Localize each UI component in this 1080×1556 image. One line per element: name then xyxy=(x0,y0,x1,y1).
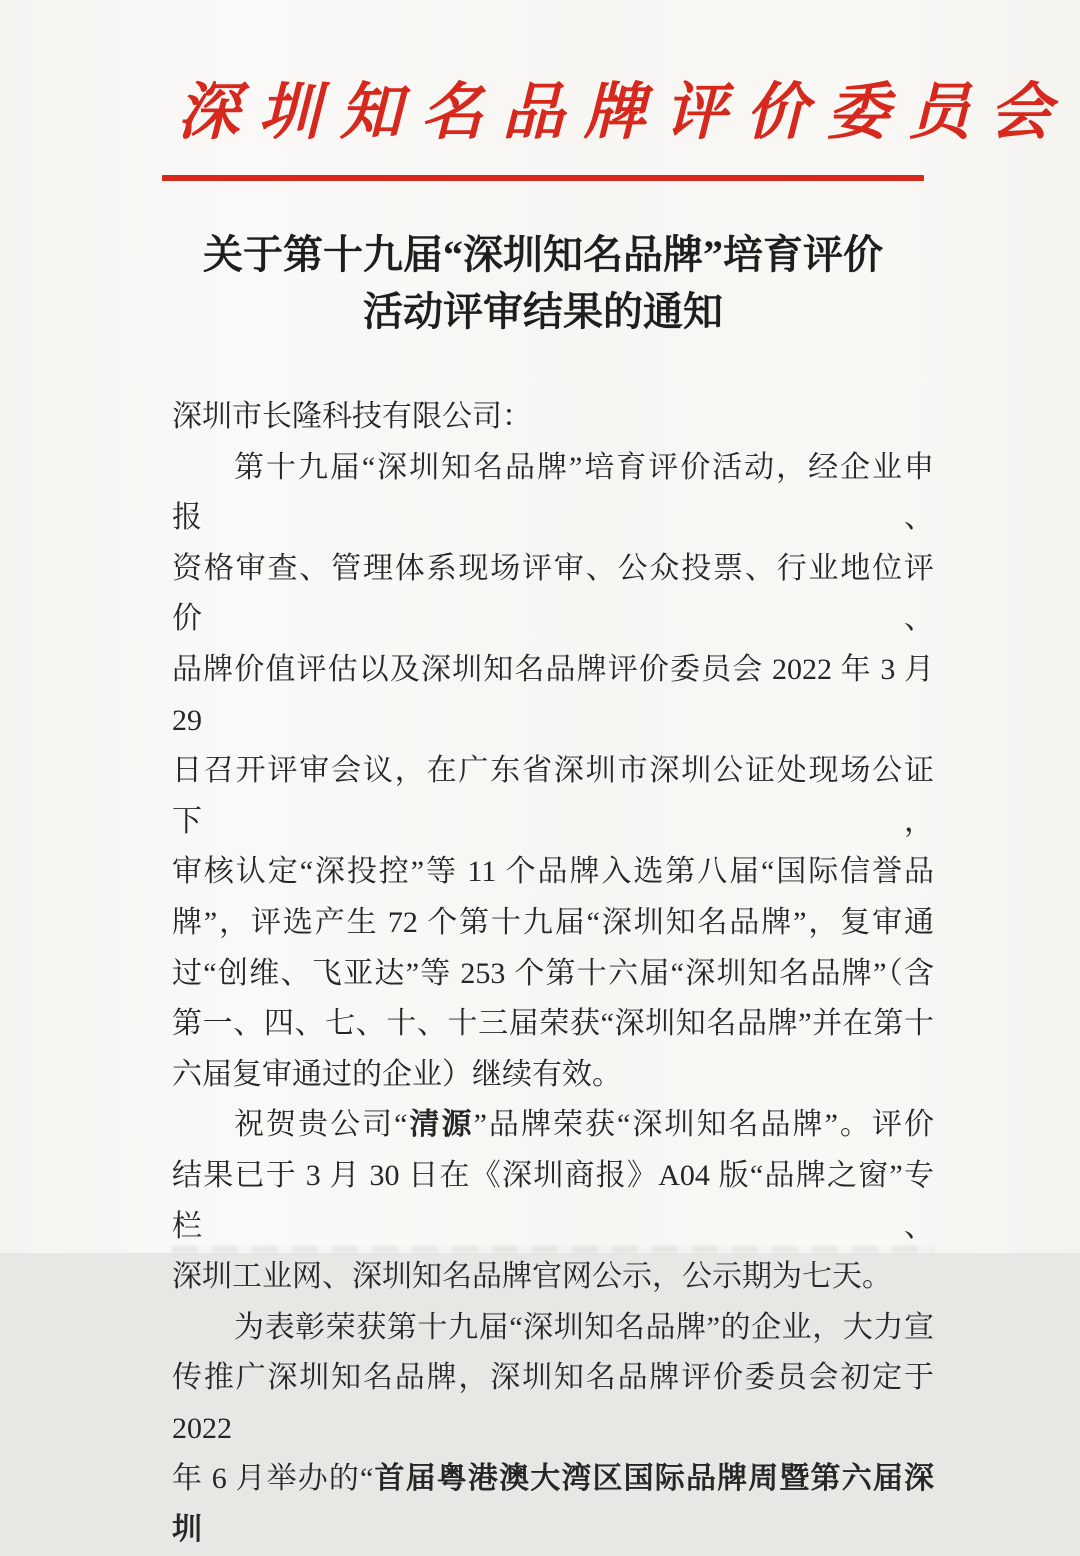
letter-body xyxy=(172,392,934,1556)
body-text-segment: 牌”，评选产生 72 个第十九届“深圳知名品牌”，复审通 xyxy=(172,905,934,939)
document-title-line-1: 关于第十九届“深圳知名品牌”培育评价 xyxy=(203,232,883,277)
body-line xyxy=(172,1252,934,1303)
body-line xyxy=(172,645,934,746)
body-text-segment: 深圳工业网、深圳知名品牌官网公示，公示期为七天。 xyxy=(172,1260,892,1294)
body-line xyxy=(172,746,934,847)
body-line xyxy=(172,999,934,1050)
body-text-segment: 日召开评审会议，在广东省深圳市深圳公证处现场公证下， xyxy=(172,754,934,838)
emphasized-brand-text: 首届粤港澳大湾区国际品牌周暨第六届深圳 xyxy=(172,1462,934,1547)
body-line xyxy=(172,544,934,645)
body-text-segment: 结果已于 3 月 30 日在《深圳商报》A04 版“品牌之窗”专栏、 xyxy=(172,1158,934,1243)
body-line xyxy=(172,1050,934,1101)
body-text-segment: 过“创维、飞亚达”等 253 个第十六届“深圳知名品牌”（含 xyxy=(172,956,934,990)
cutoff-next-line xyxy=(172,1246,934,1253)
body-line xyxy=(172,443,934,544)
body-text-segment: 祝贺贵公司“ xyxy=(234,1108,408,1142)
body-line xyxy=(172,847,934,898)
document-title xyxy=(160,226,926,340)
body-line xyxy=(172,1353,934,1454)
body-text-segment: 审核认定“深投控”等 11 个品牌入选第八届“国际信誉品 xyxy=(172,855,934,889)
body-text-segment: 第一、四、七、十、十三届荣获“深圳知名品牌”并在第十 xyxy=(172,1007,934,1041)
body-text-segment: 年 6 月举办的“ xyxy=(172,1462,374,1496)
body-text-segment: 六届复审通过的企业）继续有效。 xyxy=(172,1057,622,1091)
body-text-segment: 资格审查、管理体系现场评审、公众投票、行业地位评价、 xyxy=(172,551,934,636)
letterhead-title: 深圳知名品牌评价委员会 xyxy=(177,79,1071,147)
body-text-segment: ”品牌荣获“深圳知名品牌”。评价 xyxy=(473,1108,934,1142)
body-line xyxy=(172,898,934,949)
document-title-line-2: 活动评审结果的通知 xyxy=(363,289,723,334)
body-line xyxy=(172,1151,934,1252)
body-text-segment: 第十九届“深圳知名品牌”培育评价活动，经企业申报、 xyxy=(172,450,934,535)
letterhead-divider-rule xyxy=(162,175,924,181)
body-text-segment: 品牌价值评估以及深圳知名品牌评价委员会 2022 年 3 月 29 xyxy=(172,652,934,737)
body-line xyxy=(172,1100,934,1151)
emphasized-brand-text: 清源 xyxy=(407,1108,474,1142)
body-line xyxy=(172,949,934,1000)
body-line xyxy=(172,1454,934,1555)
salutation: 深圳市长隆科技有限公司： xyxy=(172,400,532,433)
body-text-segment: 为表彰荣获第十九届“深圳知名品牌”的企业，大力宣 xyxy=(234,1310,934,1344)
body-text-segment: 传推广深圳知名品牌，深圳知名品牌评价委员会初定于 2022 xyxy=(172,1361,934,1445)
body-lines xyxy=(172,443,934,1556)
body-line xyxy=(172,1303,934,1354)
